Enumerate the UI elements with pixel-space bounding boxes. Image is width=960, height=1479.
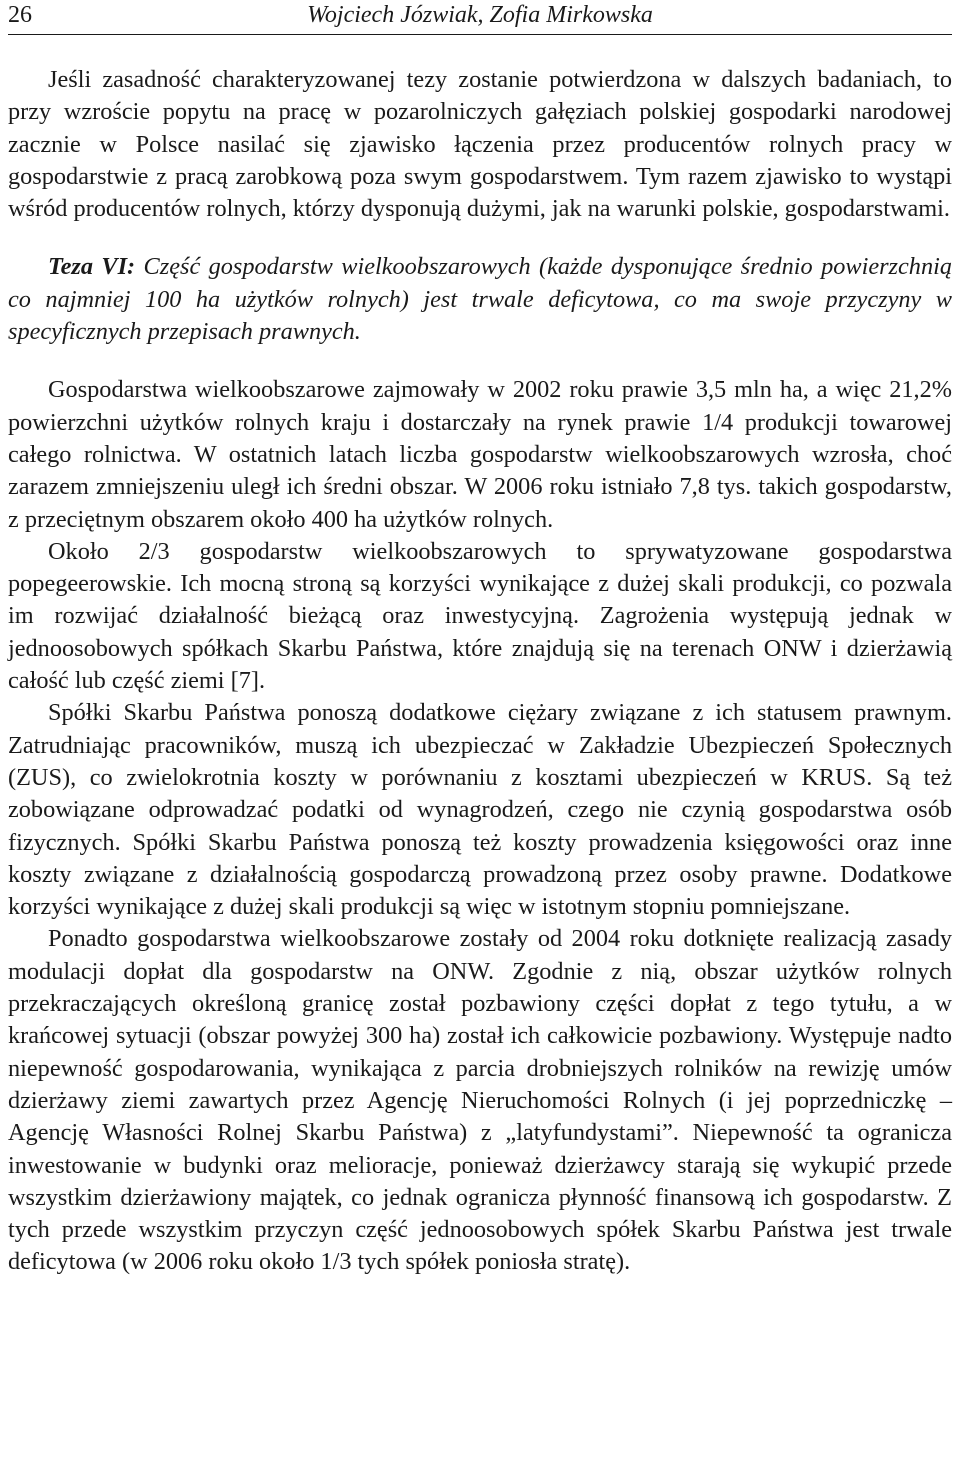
paragraph-1: Jeśli zasadność charakteryzowanej tezy zostanie potwierdzona w dalszych badaniach, to przy wzroście popytu na pracę w pozarolniczych gałęziach polskiej gospodarki narodowej zacznie w Polsce nasilać się zjawisko łączenia przez producentów rolnych pracy w gospodarstwie z pracą zarobkową poza swym gospodarstwem. Tym razem zjawisko to wystąpi wśród producentów rolnych, którzy dysponują dużymi, jak na warunki polskie, gospodarstwami.	[8, 66, 952, 223]
paragraph-4: Około 2/3 gospodarstw wielkoobszarowych to sprywatyzowane gospodarstwa popegeerowskie. Ich mocną stroną są korzyści wynikające z dużej skali produkcji, co pozwala im rozwijać działalność bieżącą oraz inwestycyjną. Zagrożenia występują jednak w jednoosobowych spółkach Skarbu Państwa, które znajdują się na terenach ONW i dzierżawią całość lub część ziemi [7].	[8, 537, 952, 695]
running-head: Wojciech Józwiak, Zofia Mirkowska	[307, 2, 653, 28]
paragraph-5: Spółki Skarbu Państwa ponoszą dodatkowe ciężary związane z ich statusem prawnym. Zatrudniając pracowników, muszą ich ubezpieczać w Zakładzie Ubezpieczeń Społecznych (ZUS), co zwielokrotnia koszty w porównaniu z kosztami ubezpieczeń w KRUS. Są też zobowiązane odprowadzać podatki od wynagrodzeń, czego nie czynią gospodarstwa osób fizycznych. Spółki Skarbu Państwa ponoszą też koszty prowadzenia księgowości oraz inne koszty związane z działalnością gospodarczą prowadzoną przez osoby prawne. Dodatkowe korzyści wynikające z dużej skali produkcji są więc w istotnym stopniu pomniejszane.	[8, 699, 952, 921]
paragraph-3: Gospodarstwa wielkoobszarowe zajmowały w 2002 roku prawie 3,5 mln ha, a więc 21,2% powierzchni użytków rolnych kraju i dostarczały na rynek prawie 1/4 produkcji towarowej całego rolnictwa. W ostatnich latach liczba gospodarstw wielkoobszarowych wzrosła, choć zarazem zmniejszeniu uległ ich średni obszar. W 2006 roku istniało 7,8 tys. takich gospodarstw, z przeciętnym obszarem około 400 ha użytków rolnych.	[8, 376, 952, 533]
page-header	[8, 0, 952, 35]
thesis-text: Część gospodarstw wielkoobszarowych (każde dysponujące średnio powierzchnią co najmniej 100 ha użytków rolnych) jest trwale deficytowa, co ma swoje przyczyny w specyficznych przepisach prawnych.	[8, 253, 952, 346]
paragraph-6: Ponadto gospodarstwa wielkoobszarowe zostały od 2004 roku dotknięte realizacją zasady modulacji dopłat dla gospodarstw na ONW. Zgodnie z nią, obszar użytków rolnych przekraczających określoną granicę został pozbawiony części dopłat z tego tytułu, a w krańcowej sytuacji (obszar powyżej 300 ha) został ich całkowicie pozbawiony. Występuje nadto niepewność gospodarowania, wynikająca z parcia drobniejszych rolników na rewizję umów dzierżawy ziemi zawartych przez Agencję Nieruchomości Rolnych (i jej poprzedniczkę – Agencję Własności Rolnej Skarbu Państwa) z „latyfundystami”. Niepewność ta ogranicza inwestowanie w budynki oraz melioracje, ponieważ dzierżawcy starają się wykupić przede wszystkim dzierżawiony majątek, co jednak ogranicza płynność finansową ich gospodarstw. Z tych przede wszystkim przyczyn część jednoosobowych spółek Skarbu Państwa jest trwale deficytowa (w 2006 roku około 1/3 tych spółek poniosła stratę).	[8, 925, 952, 1276]
page-number: 26	[8, 2, 32, 28]
body-text	[8, 64, 952, 1279]
thesis-label: Teza VI:	[48, 253, 136, 281]
thesis-paragraph	[8, 251, 952, 348]
